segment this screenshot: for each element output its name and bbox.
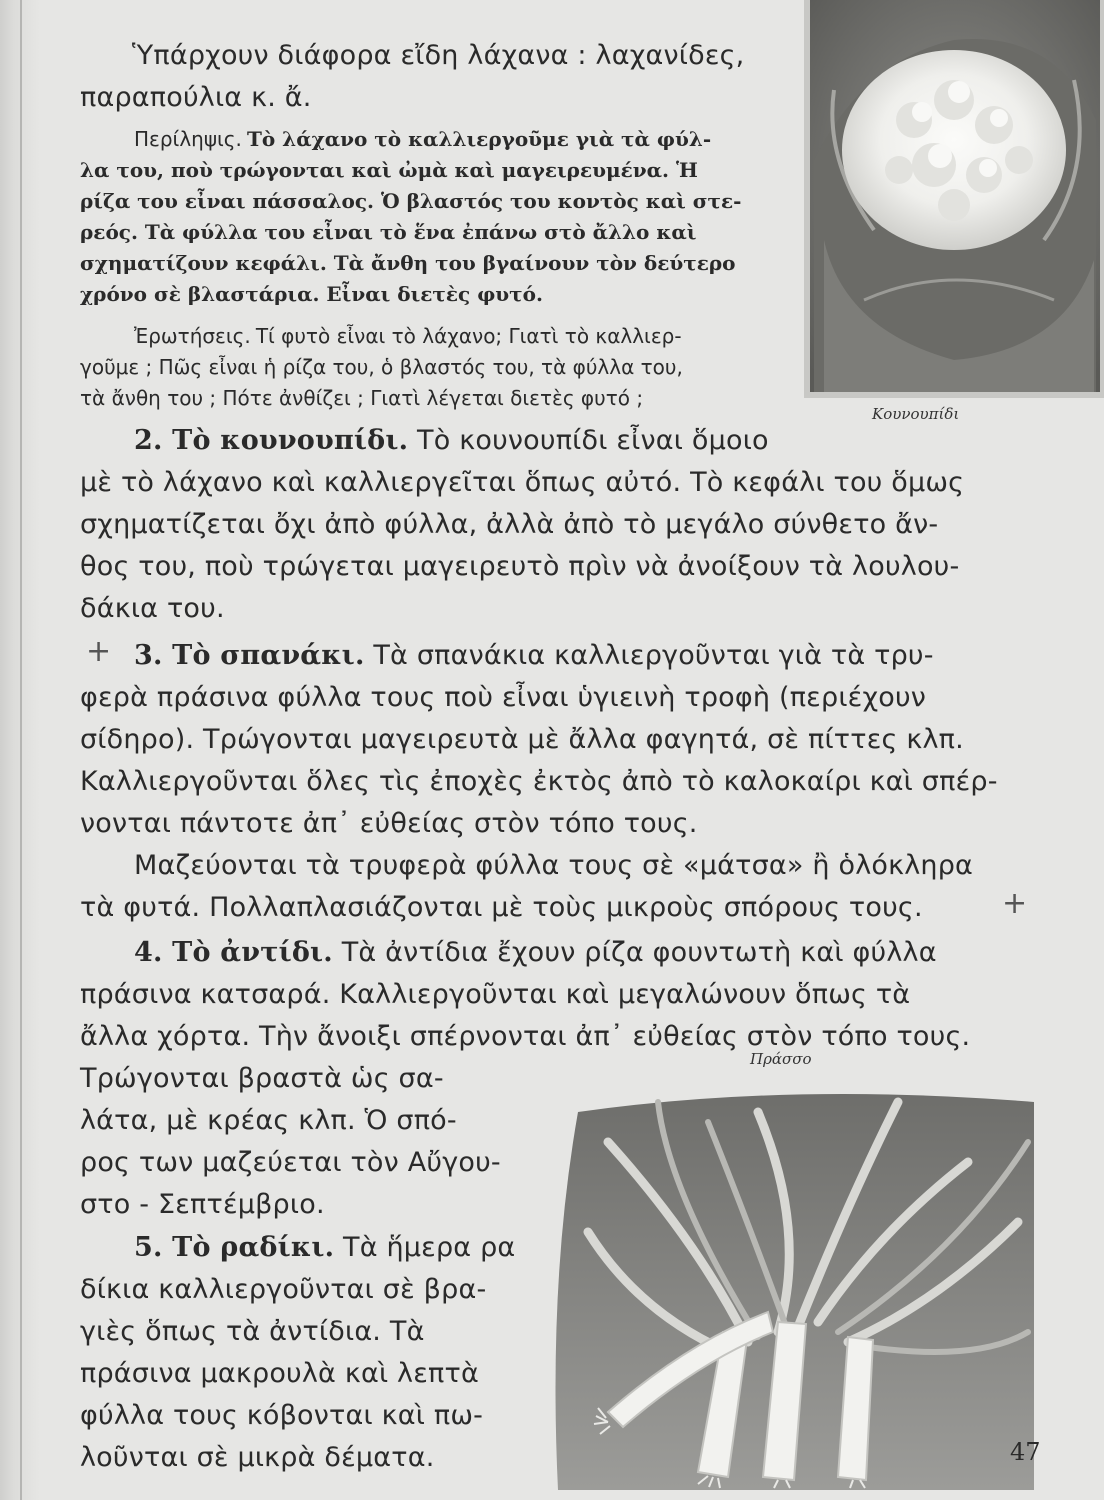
spinach-text-1: Τὰ σπανάκια καλλιεργοῦνται γιὰ τὰ τρυ- [373, 640, 934, 671]
handwritten-cross-mark-2: + [1002, 886, 1028, 921]
handwritten-cross-mark: + [86, 634, 112, 669]
cauliflower-heading: 2. Τὸ κουνουπίδι. [134, 425, 409, 456]
cauliflower-illustration [804, 0, 1104, 398]
endive-line-7: στο - Σεπτέμβριο. [80, 1189, 325, 1220]
cauliflower-text-1: Τὸ κουνουπίδι εἶναι ὅμοιο [417, 425, 769, 456]
spinach-line-4: Καλλιεργοῦνται ὅλες τὶς ἐποχὲς ἐκτὸς ἀπὸ τὸ καλοκαίρι καὶ σπέρ- [80, 766, 998, 797]
questions-label: Ἐρωτήσεις. [134, 324, 251, 348]
cauliflower-line-2: μὲ τὸ λάχανο καὶ καλλιεργεῖται ὅπως αὐτό. Τὸ κεφάλι του ὅμως [80, 467, 965, 498]
endive-line-2: πράσινα κατσαρά. Καλλιεργοῦνται καὶ μεγαλώνουν ὅπως τὰ [80, 979, 911, 1010]
cauliflower-photo [804, 0, 1104, 398]
chicory-line-1 [134, 1232, 515, 1263]
summary-line-2: λα του, ποὺ τρώγονται καὶ ὠμὰ καὶ μαγειρευμένα. Ἡ [80, 158, 698, 182]
summary-line-1 [134, 127, 711, 151]
endive-heading: 4. Τὸ ἀντίδι. [134, 937, 333, 968]
summary-line-3: ρίζα του εἶναι πάσσαλος. Ὁ βλαστός του κοντὸς καὶ στε- [80, 189, 742, 213]
endive-line-1 [134, 937, 937, 968]
chicory-text-1: Τὰ ἥμερα ρα [343, 1232, 516, 1263]
endive-line-6: ρος των μαζεύεται τὸν Αὔγου- [80, 1147, 501, 1178]
leek-photo [548, 1082, 1034, 1490]
leek-illustration [548, 1082, 1034, 1490]
questions-line-1 [134, 324, 682, 348]
endive-line-3: ἄλλα χόρτα. Τὴν ἄνοιξι σπέρνονται ἀπ᾽ εὐθείας στὸν τόπο τους. [80, 1021, 971, 1052]
questions-text-1: Τί φυτὸ εἶναι τὸ λάχανο; Γιατὶ τὸ καλλιερ- [255, 324, 682, 348]
summary-line-5: σχηματίζουν κεφάλι. Τὰ ἄνθη του βγαίνουν τὸν δεύτερο [80, 251, 736, 275]
spinach-line-7: τὰ φυτά. Πολλαπλασιάζονται μὲ τοὺς μικροὺς σπόρους τους. [80, 892, 923, 923]
page-binding-edge [20, 0, 22, 1500]
cauliflower-line-4: θος του, ποὺ τρώγεται μαγειρευτὸ πρὶν νὰ ἀνοίξουν τὰ λουλου- [80, 551, 960, 582]
cauliflower-line-3: σχηματίζεται ὄχι ἀπὸ φύλλα, ἀλλὰ ἀπὸ τὸ μεγάλο σύνθετο ἄν- [80, 509, 939, 540]
cauliflower-line-5: δάκια του. [80, 593, 225, 624]
spinach-line-2: φερὰ πράσινα φύλλα τους ποὺ εἶναι ὑγιεινὴ τροφὴ (περιέχουν [80, 682, 927, 713]
chicory-line-6: λοῦνται σὲ μικρὰ δέματα. [80, 1442, 435, 1473]
intro-line-2: παραπούλια κ. ἄ. [80, 82, 312, 113]
spinach-line-3: σίδηρο). Τρώγονται μαγειρευτὰ μὲ ἄλλα φαγητά, σὲ πίττες κλπ. [80, 724, 964, 755]
chicory-line-3: γιὲς ὅπως τὰ ἀντίδια. Τὰ [80, 1316, 425, 1347]
leek-caption: Πράσσο [750, 1050, 812, 1068]
spinach-heading: 3. Τὸ σπανάκι. [134, 640, 365, 671]
chicory-line-2: δίκια καλλιεργοῦνται σὲ βρα- [80, 1274, 487, 1305]
spinach-line-6: Μαζεύονται τὰ τρυφερὰ φύλλα τους σὲ «μάτσα» ἢ ὁλόκληρα [134, 850, 974, 881]
summary-line-4: ρεός. Τὰ φύλλα του εἶναι τὸ ἕνα ἐπάνω στὸ ἄλλο καὶ [80, 220, 697, 244]
endive-text-1: Τὰ ἀντίδια ἔχουν ρίζα φουντωτὴ καὶ φύλλα [341, 937, 937, 968]
questions-line-3: τὰ ἄνθη του ; Πότε ἀνθίζει ; Γιατὶ λέγεται διετὲς φυτό ; [80, 386, 644, 410]
page-number: 47 [1010, 1438, 1041, 1466]
chicory-line-4: πράσινα μακρουλὰ καὶ λεπτὰ [80, 1358, 479, 1389]
chicory-heading: 5. Τὸ ραδίκι. [134, 1232, 335, 1263]
summary-label: Περίληψις. [134, 127, 242, 151]
spinach-line-5: νονται πάντοτε ἀπ᾽ εὐθείας στὸν τόπο τους. [80, 808, 698, 839]
questions-line-2: γοῦμε ; Πῶς εἶναι ἡ ρίζα του, ὁ βλαστός του, τὰ φύλλα του, [80, 355, 683, 379]
endive-line-4: Τρώγονται βραστὰ ὡς σα- [80, 1063, 444, 1094]
intro-line-1: Ὑπάρχουν διάφορα εἴδη λάχανα : λαχανίδες, [132, 40, 745, 71]
endive-line-5: λάτα, μὲ κρέας κλπ. Ὁ σπό- [80, 1105, 457, 1136]
summary-line-6: χρόνο σὲ βλαστάρια. Εἶναι διετὲς φυτό. [80, 282, 543, 306]
cauliflower-line-1 [134, 425, 769, 456]
spinach-line-1 [134, 640, 934, 671]
summary-text-1: Τὸ λάχανο τὸ καλλιεργοῦμε γιὰ τὰ φύλ- [246, 127, 712, 151]
chicory-line-5: φύλλα τους κόβονται καὶ πω- [80, 1400, 484, 1431]
cauliflower-caption: Κουνουπίδι [872, 405, 960, 423]
